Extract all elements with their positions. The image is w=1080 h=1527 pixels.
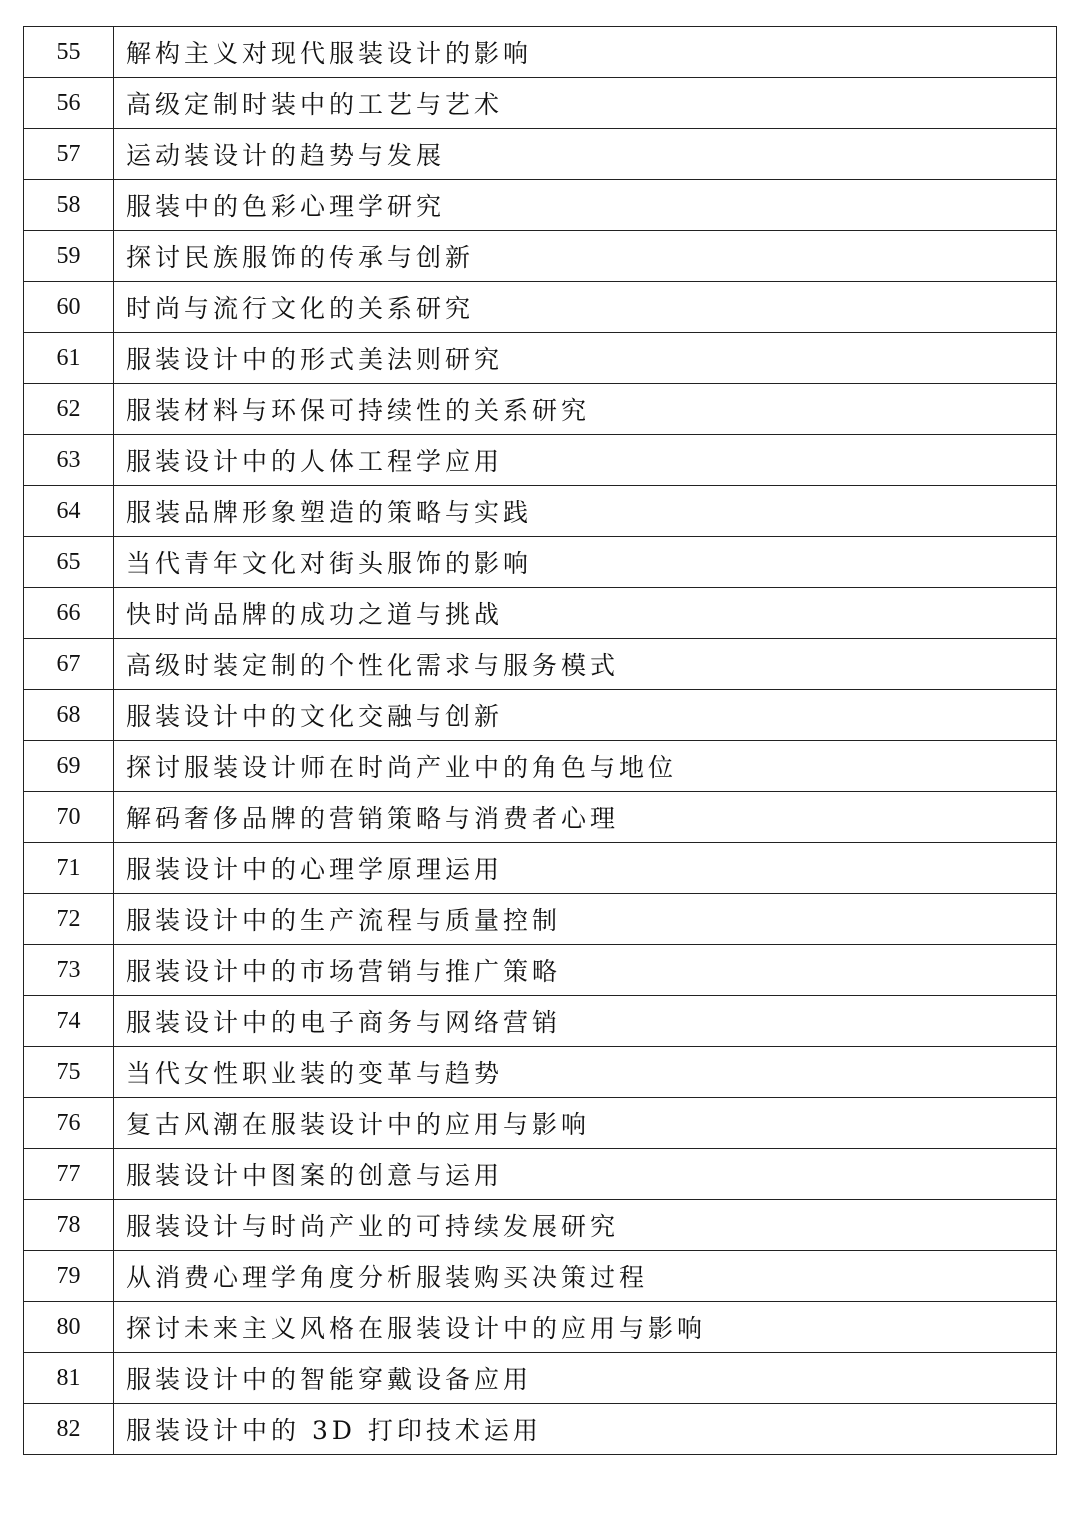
row-number: 78 [24, 1200, 114, 1251]
table-row [24, 486, 1057, 537]
row-number: 82 [24, 1404, 114, 1455]
table-row [24, 537, 1057, 588]
topic-table-body [24, 27, 1057, 1455]
topic-title: 服装设计中的 3D 打印技术运用 [114, 1404, 1057, 1455]
table-row [24, 894, 1057, 945]
table-row [24, 1353, 1057, 1404]
topic-table [23, 26, 1057, 1455]
topic-title: 服装设计中的形式美法则研究 [114, 333, 1057, 384]
topic-title: 服装设计中的市场营销与推广策略 [114, 945, 1057, 996]
table-row [24, 996, 1057, 1047]
row-number: 79 [24, 1251, 114, 1302]
table-row [24, 792, 1057, 843]
table-row [24, 384, 1057, 435]
topic-title: 解构主义对现代服装设计的影响 [114, 27, 1057, 78]
table-row [24, 1200, 1057, 1251]
row-number: 75 [24, 1047, 114, 1098]
row-number: 70 [24, 792, 114, 843]
table-row [24, 945, 1057, 996]
topic-title: 服装设计中的电子商务与网络营销 [114, 996, 1057, 1047]
topic-title: 服装设计中的心理学原理运用 [114, 843, 1057, 894]
row-number: 77 [24, 1149, 114, 1200]
topic-title: 快时尚品牌的成功之道与挑战 [114, 588, 1057, 639]
table-row [24, 741, 1057, 792]
row-number: 72 [24, 894, 114, 945]
table-row [24, 282, 1057, 333]
topic-title: 服装中的色彩心理学研究 [114, 180, 1057, 231]
row-number: 74 [24, 996, 114, 1047]
row-number: 56 [24, 78, 114, 129]
row-number: 71 [24, 843, 114, 894]
row-number: 76 [24, 1098, 114, 1149]
table-row [24, 435, 1057, 486]
topic-title: 高级定制时装中的工艺与艺术 [114, 78, 1057, 129]
topic-title: 从消费心理学角度分析服装购买决策过程 [114, 1251, 1057, 1302]
topic-title: 当代女性职业装的变革与趋势 [114, 1047, 1057, 1098]
row-number: 63 [24, 435, 114, 486]
topic-title: 服装设计中图案的创意与运用 [114, 1149, 1057, 1200]
topic-title: 高级时装定制的个性化需求与服务模式 [114, 639, 1057, 690]
topic-title: 解码奢侈品牌的营销策略与消费者心理 [114, 792, 1057, 843]
table-row [24, 639, 1057, 690]
topic-title: 服装设计中的文化交融与创新 [114, 690, 1057, 741]
row-number: 58 [24, 180, 114, 231]
table-row [24, 588, 1057, 639]
table-row [24, 1404, 1057, 1455]
row-number: 62 [24, 384, 114, 435]
row-number: 55 [24, 27, 114, 78]
topic-title: 服装设计中的生产流程与质量控制 [114, 894, 1057, 945]
row-number: 60 [24, 282, 114, 333]
topic-title: 服装材料与环保可持续性的关系研究 [114, 384, 1057, 435]
topic-title: 探讨民族服饰的传承与创新 [114, 231, 1057, 282]
topic-title: 探讨服装设计师在时尚产业中的角色与地位 [114, 741, 1057, 792]
table-row [24, 1047, 1057, 1098]
table-row [24, 843, 1057, 894]
table-row [24, 690, 1057, 741]
table-row [24, 1302, 1057, 1353]
topic-title: 运动装设计的趋势与发展 [114, 129, 1057, 180]
row-number: 73 [24, 945, 114, 996]
row-number: 68 [24, 690, 114, 741]
table-row [24, 231, 1057, 282]
row-number: 67 [24, 639, 114, 690]
row-number: 69 [24, 741, 114, 792]
topic-title: 复古风潮在服装设计中的应用与影响 [114, 1098, 1057, 1149]
row-number: 61 [24, 333, 114, 384]
topic-title: 时尚与流行文化的关系研究 [114, 282, 1057, 333]
row-number: 66 [24, 588, 114, 639]
table-row [24, 1098, 1057, 1149]
topic-title: 探讨未来主义风格在服装设计中的应用与影响 [114, 1302, 1057, 1353]
table-row [24, 27, 1057, 78]
row-number: 57 [24, 129, 114, 180]
table-row [24, 78, 1057, 129]
row-number: 64 [24, 486, 114, 537]
table-row [24, 333, 1057, 384]
table-row [24, 1251, 1057, 1302]
row-number: 81 [24, 1353, 114, 1404]
table-row [24, 1149, 1057, 1200]
topic-title: 服装设计中的智能穿戴设备应用 [114, 1353, 1057, 1404]
table-row [24, 180, 1057, 231]
table-row [24, 129, 1057, 180]
topic-title: 服装设计中的人体工程学应用 [114, 435, 1057, 486]
topic-title: 当代青年文化对街头服饰的影响 [114, 537, 1057, 588]
row-number: 65 [24, 537, 114, 588]
topic-title: 服装品牌形象塑造的策略与实践 [114, 486, 1057, 537]
row-number: 80 [24, 1302, 114, 1353]
topic-title: 服装设计与时尚产业的可持续发展研究 [114, 1200, 1057, 1251]
row-number: 59 [24, 231, 114, 282]
